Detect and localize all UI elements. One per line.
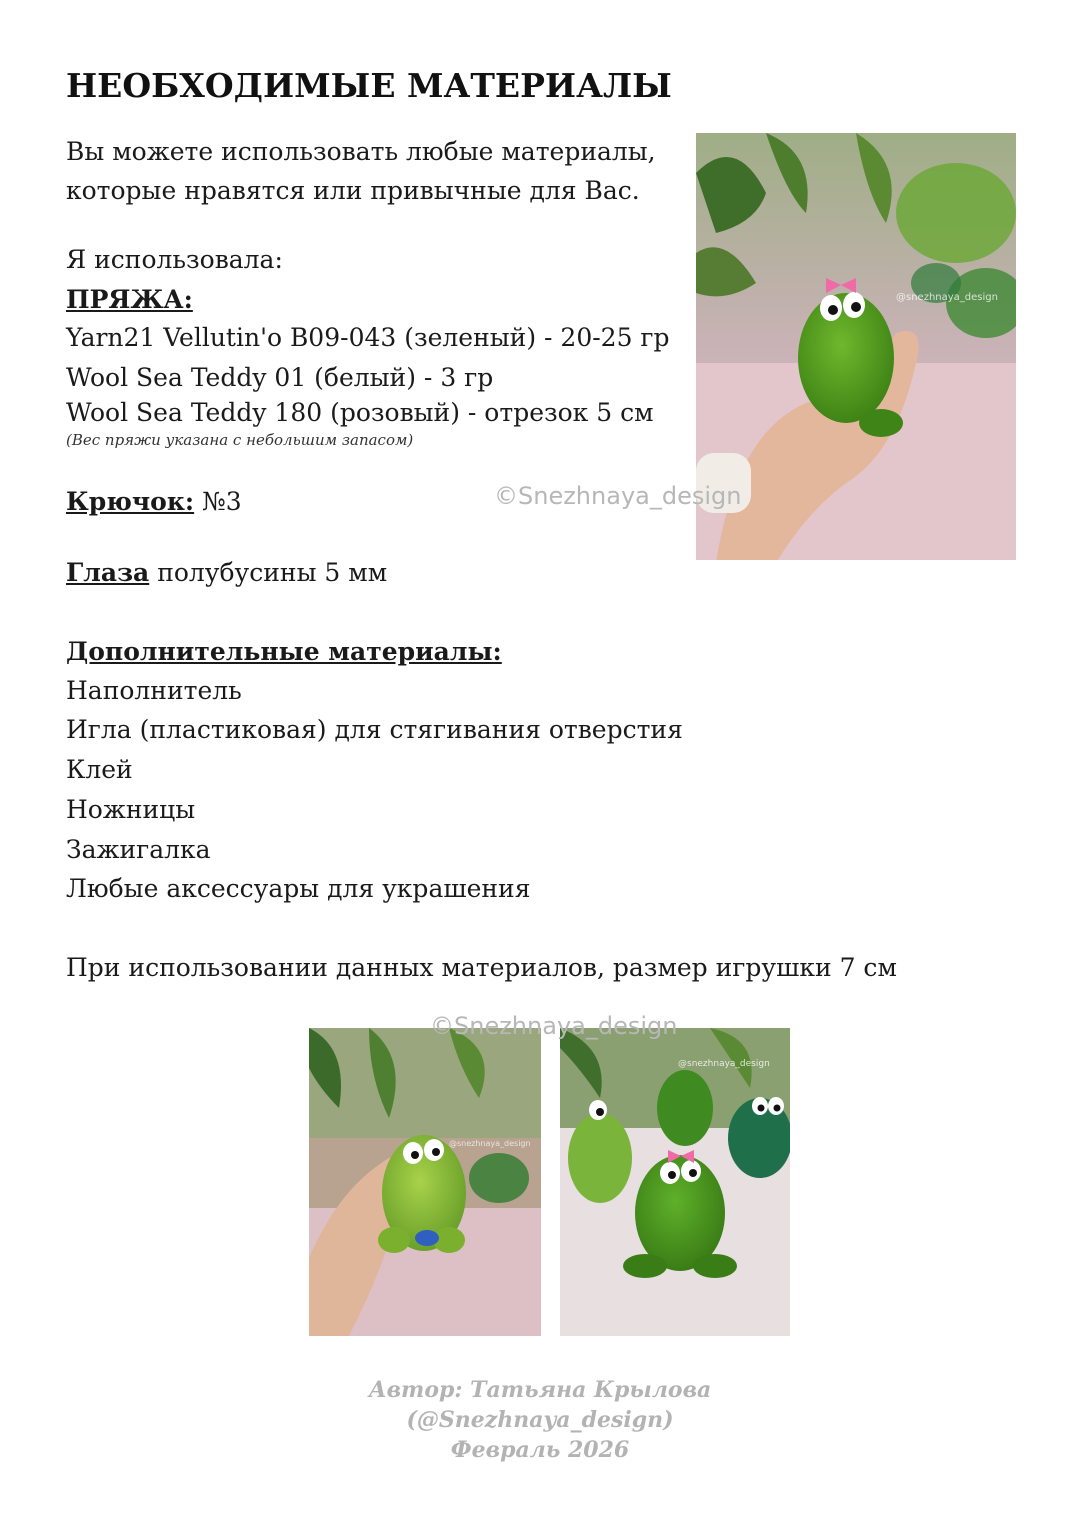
intro-line-1: Вы можете использовать любые материалы, [66, 137, 656, 166]
extra-heading: Дополнительные материалы: [66, 637, 502, 666]
hook-value: №3 [194, 487, 242, 516]
yarn-heading: ПРЯЖА: [66, 285, 193, 314]
toy-photo-main [696, 133, 1016, 560]
toy-photo-right [560, 1028, 790, 1336]
author-footer [0, 1375, 1080, 1465]
extra-item-3: Клей [66, 755, 133, 784]
hook-line [66, 483, 242, 521]
photo-watermark-3: @snezhnaya_design [678, 1059, 770, 1069]
yarn-item-3: Wool Sea Teddy 180 (розовый) - отрезок 5 см [66, 398, 654, 427]
eyes-line [66, 554, 387, 592]
eyes-value: полубусины 5 мм [149, 558, 388, 587]
author-name: Автор: Татьяна Крылова [368, 1377, 712, 1403]
extra-item-4: Ножницы [66, 795, 196, 824]
size-note: При использовании данных материалов, размер игрушки 7 см [66, 953, 897, 982]
extra-item-2: Игла (пластиковая) для стягивания отверстия [66, 715, 683, 744]
toy-photo-left [309, 1028, 541, 1336]
intro-line-2: которые нравятся или привычные для Вас. [66, 176, 640, 205]
yarn-item-1: Yarn21 Vellutin'o B09-043 (зеленый) - 20-25 гр [66, 323, 670, 352]
photo-watermark-1: @snezhnaya_design [896, 292, 998, 303]
hook-label: Крючок: [66, 487, 195, 516]
publish-date: Февраль 2026 [450, 1437, 630, 1463]
extra-item-6: Любые аксессуары для украшения [66, 874, 531, 903]
watermark-main: ©Snezhnaya_design [494, 482, 742, 510]
eyes-label: Глаза [66, 558, 150, 587]
watermark-bottom: ©Snezhnaya_design [430, 1012, 678, 1040]
author-handle: (@Snezhnaya_design) [406, 1407, 674, 1433]
used-label: Я использовала: [66, 245, 283, 274]
yarn-weight-note: (Вес пряжи указана с небольшим запасом) [66, 431, 414, 449]
extra-item-5: Зажигалка [66, 835, 211, 864]
extra-item-1: Наполнитель [66, 676, 242, 705]
photo-watermark-2: @snezhnaya_design [449, 1139, 531, 1148]
page-title: НЕОБХОДИМЫЕ МАТЕРИАЛЫ [66, 66, 672, 105]
yarn-item-2: Wool Sea Teddy 01 (белый) - 3 гр [66, 363, 494, 392]
